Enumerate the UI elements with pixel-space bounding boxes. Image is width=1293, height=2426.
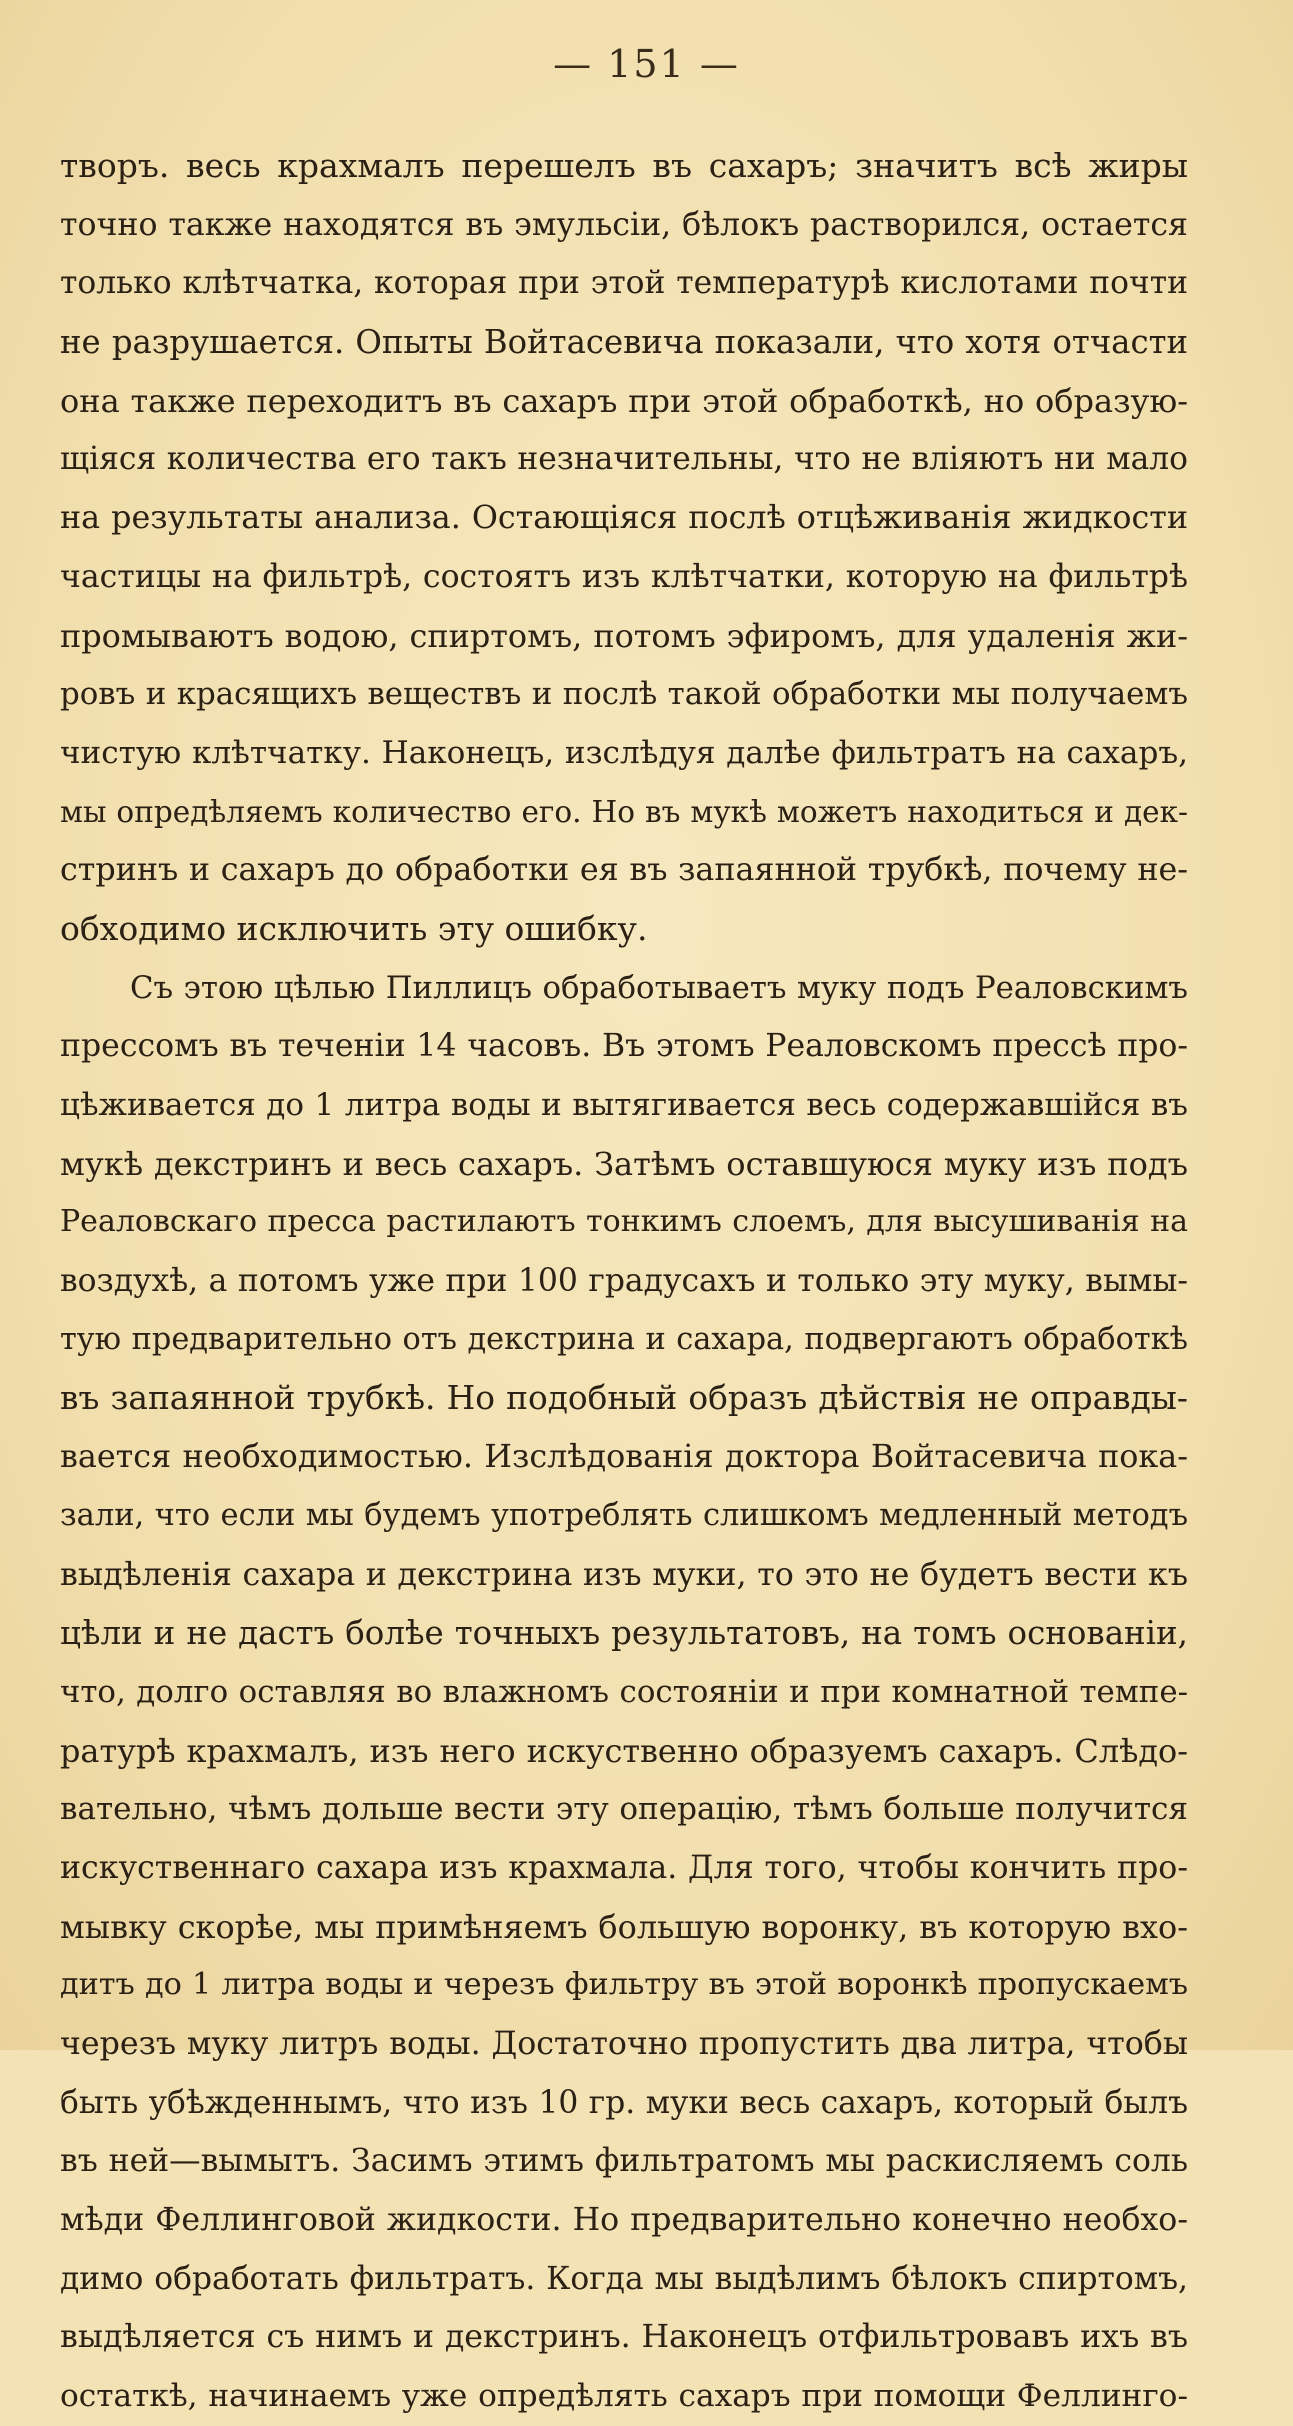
text-line: тую предварительно отъ декстрина и сахара, подвергаютъ обработкѣ bbox=[60, 1321, 1188, 1357]
paragraph-2 bbox=[60, 959, 1188, 2426]
text-line: прессомъ въ теченіи 14 часовъ. Въ этомъ Реаловскомъ прессѣ про- bbox=[60, 1028, 1188, 1065]
text-line: ратурѣ крахмалъ, изъ него искуственно образуемъ сахаръ. Слѣдо- bbox=[60, 1731, 1188, 1770]
text-line: цѣли и не дастъ болѣе точныхъ результатовъ, на томъ основаніи, bbox=[60, 1614, 1188, 1653]
body-text bbox=[60, 137, 1188, 2426]
text-line: выдѣляется съ нимъ и декстринъ. Наконецъ отфильтровавъ ихъ въ bbox=[60, 2319, 1188, 2356]
text-line: не разрушается. Опыты Войтасевича показали, что хотя отчасти bbox=[60, 323, 1188, 362]
text-line: мывку скорѣе, мы примѣняемъ большую воронку, въ которую вхо- bbox=[60, 1907, 1188, 1946]
text-line: ровъ и красящихъ веществъ и послѣ такой обработки мы получаемъ bbox=[60, 676, 1188, 713]
text-line: стринъ и сахаръ до обработки ея въ запаянной трубкѣ, почему не- bbox=[60, 852, 1188, 889]
text-line: она также переходитъ въ сахаръ при этой обработкѣ, но образую- bbox=[60, 381, 1188, 420]
text-line: на результаты анализа. Остающіяся послѣ отцѣживанія жидкости bbox=[60, 500, 1188, 537]
text-line: щіяся количества его такъ незначительны, что не вліяютъ ни мало bbox=[60, 441, 1188, 478]
text-line: искуственнаго сахара изъ крахмала. Для того, чтобы кончить про- bbox=[60, 1849, 1188, 1886]
text-line: мѣди Феллинговой жидкости. Но предварительно конечно необхо- bbox=[60, 2202, 1188, 2239]
text-line: точно также находятся въ эмульсіи, бѣлокъ растворился, остается bbox=[60, 206, 1188, 243]
text-line: димо обработать фильтратъ. Когда мы выдѣлимъ бѣлокъ спиртомъ, bbox=[60, 2260, 1188, 2297]
text-line: черезъ муку литръ воды. Достаточно пропустить два литра, чтобы bbox=[60, 2026, 1188, 2062]
text-line: только клѣтчатка, которая при этой температурѣ кислотами почти bbox=[60, 265, 1188, 302]
text-line: творъ. весь крахмалъ перешелъ въ сахаръ; значитъ всѣ жиры bbox=[60, 146, 1188, 185]
text-line: въ запаянной трубкѣ. Но подобный образъ дѣйствія не оправды- bbox=[60, 1379, 1188, 1418]
text-line: зали, что если мы будемъ употреблять слишкомъ медленный методъ bbox=[60, 1497, 1188, 1533]
text-line: чистую клѣтчатку. Наконецъ, изслѣдуя далѣе фильтратъ на сахаръ, bbox=[60, 734, 1188, 771]
text-line: мы опредѣляемъ количество его. Но въ мукѣ можетъ находиться и дек- bbox=[60, 794, 1188, 829]
paragraph-1 bbox=[60, 137, 1188, 959]
text-line: промываютъ водою, спиртомъ, потомъ эфиромъ, для удаленія жи- bbox=[60, 616, 1188, 655]
text-line: цѣживается до 1 литра воды и вытягивается весь содержавшійся въ bbox=[60, 1087, 1188, 1123]
text-line: дитъ до 1 литра воды и черезъ фильтру въ этой воронкѣ пропускаемъ bbox=[60, 1967, 1188, 2003]
text-line: мукѣ декстринъ и весь сахаръ. Затѣмъ оставшуюся муку изъ подъ bbox=[60, 1144, 1188, 1183]
text-line: обходимо исключить эту ошибку. bbox=[60, 908, 648, 948]
text-line: что, долго оставляя во влажномъ состояніи и при комнатной темпе- bbox=[60, 1673, 1188, 1710]
text-line: остаткѣ, начинаемъ уже опредѣлять сахаръ при помощи Феллинго- bbox=[60, 2378, 1188, 2415]
text-line: выдѣленія сахара и декстрина изъ муки, то это не будетъ вести къ bbox=[60, 1556, 1188, 1593]
text-line: Съ этою цѣлью Пиллицъ обработываетъ муку подъ Реаловскимъ bbox=[130, 969, 1188, 1006]
text-line: въ ней—вымытъ. Засимъ этимъ фильтратомъ мы раскисляемъ соль bbox=[60, 2143, 1188, 2180]
text-line: вательно, чѣмъ дольше вести эту операцію, тѣмъ больше получится bbox=[60, 1791, 1188, 1828]
page-number: — 151 — bbox=[553, 42, 740, 86]
text-line: Реаловскаго пресса растилаютъ тонкимъ слоемъ, для высушиванія на bbox=[60, 1204, 1188, 1240]
text-line: частицы на фильтрѣ, состоятъ изъ клѣтчатки, которую на фильтрѣ bbox=[60, 558, 1188, 595]
text-line: вается необходимостью. Изслѣдованія доктора Войтасевича пока- bbox=[60, 1438, 1188, 1476]
text-line: быть убѣжденнымъ, что изъ 10 гр. муки весь сахаръ, который былъ bbox=[60, 2084, 1188, 2121]
text-line: воздухѣ, а потомъ уже при 100 градусахъ и только эту муку, вымы- bbox=[60, 1263, 1188, 1300]
